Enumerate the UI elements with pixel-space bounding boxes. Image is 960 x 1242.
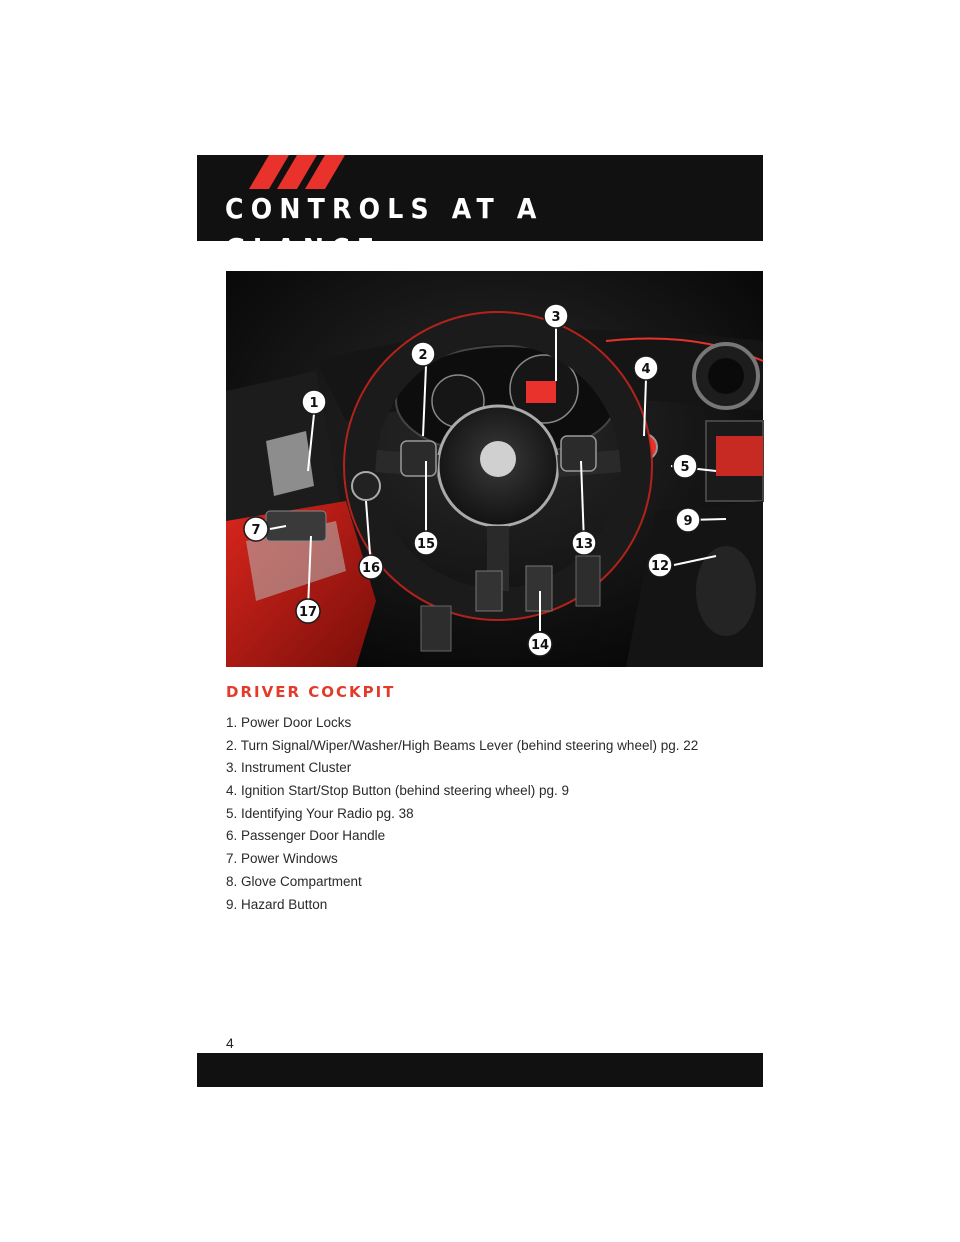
callout-15 <box>412 529 440 557</box>
svg-text:3: 3 <box>551 310 561 325</box>
svg-text:9: 9 <box>683 514 693 529</box>
callout-1 <box>300 388 328 416</box>
header-band <box>197 155 763 265</box>
callout-9 <box>674 506 702 534</box>
svg-text:15: 15 <box>416 537 436 552</box>
callout-3 <box>542 302 570 330</box>
list-item: 2. Turn Signal/Wiper/Washer/High Beams Lever (behind steering wheel) pg. 22 <box>226 737 699 753</box>
list-item: 3. Instrument Cluster <box>226 760 352 776</box>
svg-text:16: 16 <box>361 561 381 576</box>
callout-4 <box>632 354 660 382</box>
svg-text:1: 1 <box>309 396 319 411</box>
callout-2 <box>409 340 437 368</box>
list-item: 9. Hazard Button <box>226 896 328 912</box>
list-item: 4. Ignition Start/Stop Button (behind steering wheel) pg. 9 <box>226 783 569 799</box>
svg-text:2: 2 <box>418 348 428 363</box>
controls-list <box>226 712 698 916</box>
svg-text:7: 7 <box>251 523 261 538</box>
callout-12 <box>646 551 674 579</box>
svg-text:13: 13 <box>574 537 594 552</box>
list-item: 1. Power Door Locks <box>226 715 352 730</box>
svg-text:5: 5 <box>680 460 690 475</box>
list-item: 6. Passenger Door Handle <box>226 828 386 844</box>
callout-14 <box>526 630 554 658</box>
svg-text:17: 17 <box>298 605 318 620</box>
list-item: 7. Power Windows <box>226 851 338 867</box>
footer-band <box>197 1053 763 1087</box>
list-item: 5. Identifying Your Radio pg. 38 <box>226 805 414 821</box>
page-number: 4 <box>226 1035 234 1051</box>
svg-text:4: 4 <box>641 362 651 377</box>
list-item: 8. Glove Compartment <box>226 873 362 889</box>
page-title: CONTROLS AT A GLANCE <box>225 192 544 265</box>
section-heading: DRIVER COCKPIT <box>226 683 396 701</box>
cockpit-photo <box>226 271 763 667</box>
callout-7 <box>242 515 270 543</box>
callout-16 <box>357 553 385 581</box>
callout-13 <box>570 529 598 557</box>
svg-text:12: 12 <box>650 559 670 574</box>
callout-5 <box>671 452 699 480</box>
callout-17 <box>294 597 322 625</box>
svg-text:14: 14 <box>530 638 550 653</box>
